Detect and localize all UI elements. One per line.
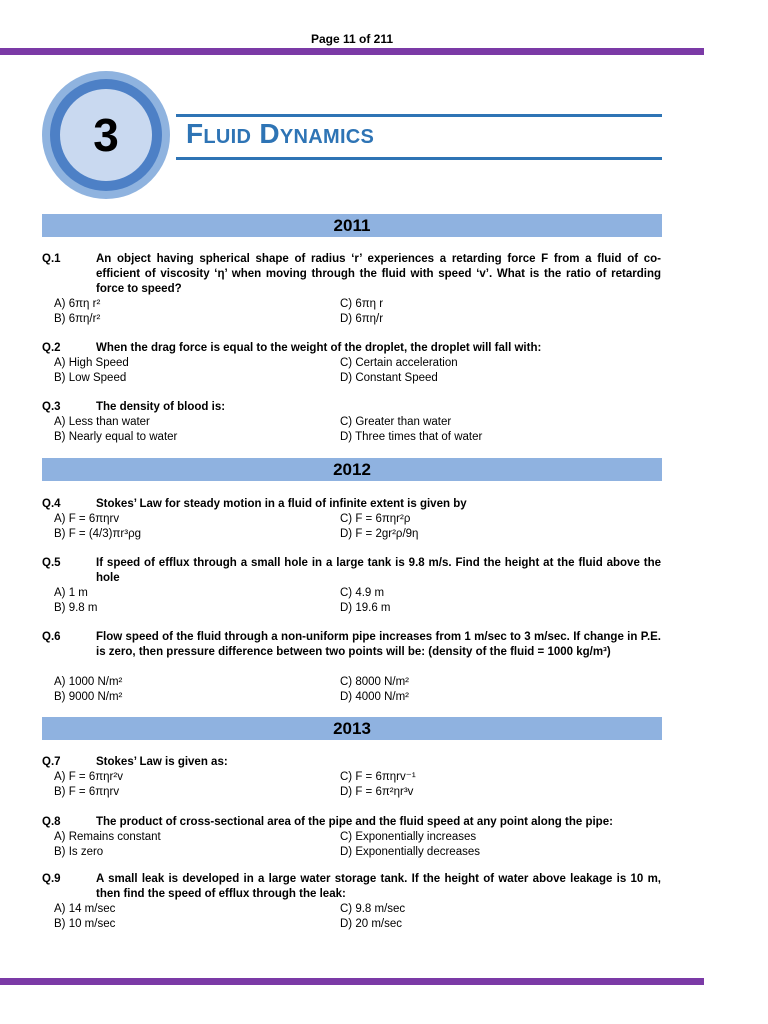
question-number: Q.2 (42, 342, 61, 354)
option-d: D) F = 6π²ηr³v (340, 786, 414, 798)
page-number: Page 11 of 211 (310, 32, 394, 46)
option-b: B) 10 m/sec (54, 918, 116, 930)
option-c: C) 9.8 m/sec (340, 903, 406, 915)
year-header-2012: 2012 (42, 458, 662, 481)
top-divider (0, 48, 704, 55)
option-c: C) 4.9 m (340, 587, 385, 599)
year-header-2011: 2011 (42, 214, 662, 237)
question-number: Q.5 (42, 557, 61, 569)
option-a: A) High Speed (54, 357, 129, 369)
question-number: Q.6 (42, 631, 61, 643)
option-b: B) F = (4/3)πr³ρg (54, 528, 142, 540)
question-text: A small leak is developed in a large water storage tank. If the height of water above leakage is 10 m, then find the speed of efflux through the leak: (96, 873, 661, 900)
option-c: C) F = 6πηr²ρ (340, 513, 411, 525)
option-a: A) 1 m (54, 587, 88, 599)
option-d: D) Three times that of water (340, 431, 483, 443)
question-text: The product of cross-sectional area of the pipe and the fluid speed at any point along the pipe: (96, 816, 613, 828)
question-text: Stokes’ Law for steady motion in a fluid of infinite extent is given by (96, 498, 467, 510)
question-number: Q.9 (42, 873, 61, 885)
option-a: A) Remains constant (54, 831, 161, 843)
chapter-number: 3 (60, 89, 152, 181)
option-a: A) 14 m/sec (54, 903, 116, 915)
option-b: B) Low Speed (54, 372, 127, 384)
option-c: C) 6πη r (340, 298, 384, 310)
option-c: C) 8000 N/m² (340, 676, 410, 688)
chapter-rule-top (176, 114, 662, 117)
option-b: B) Nearly equal to water (54, 431, 178, 443)
question-text: The density of blood is: (96, 401, 226, 413)
option-a: A) F = 6πηrv (54, 513, 120, 525)
option-c: C) Greater than water (340, 416, 452, 428)
bottom-divider (0, 978, 704, 985)
question-number: Q.1 (42, 253, 61, 265)
question-text: An object having spherical shape of radius ‘r’ experiences a retarding force F from a fluid of co-efficient of viscosity ‘η’ when moving through the fluid with speed ‘v’. What is the ratio of retarding force to speed? (96, 253, 661, 295)
question-number: Q.8 (42, 816, 61, 828)
question-number: Q.7 (42, 756, 61, 768)
option-a: A) 1000 N/m² (54, 676, 123, 688)
option-c: C) F = 6πηrv⁻¹ (340, 771, 416, 783)
option-b: B) F = 6πηrv (54, 786, 120, 798)
question-text: Stokes’ Law is given as: (96, 756, 228, 768)
option-a: A) F = 6πηr²v (54, 771, 123, 783)
option-b: B) 6πη/r² (54, 313, 101, 325)
option-d: D) Exponentially decreases (340, 846, 480, 858)
option-a: A) 6πη r² (54, 298, 101, 310)
option-a: A) Less than water (54, 416, 150, 428)
question-number: Q.4 (42, 498, 61, 510)
option-c: C) Certain acceleration (340, 357, 458, 369)
question-text: Flow speed of the fluid through a non-uniform pipe increases from 1 m/sec to 3 m/sec. If change in P.E. is zero, then pressure difference between two points will be: (density of the fluid = 1000 kg/m³) (96, 631, 661, 658)
option-b: B) Is zero (54, 846, 104, 858)
option-d: D) 20 m/sec (340, 918, 402, 930)
question-number: Q.3 (42, 401, 61, 413)
option-d: D) 19.6 m (340, 602, 391, 614)
option-d: D) 6πη/r (340, 313, 384, 325)
chapter-rule-bottom (176, 157, 662, 160)
option-b: B) 9000 N/m² (54, 691, 123, 703)
option-b: B) 9.8 m (54, 602, 98, 614)
option-d: D) F = 2gr²ρ/9η (340, 528, 419, 540)
chapter-title: Fluid Dynamics (186, 118, 375, 149)
option-c: C) Exponentially increases (340, 831, 477, 843)
year-header-2013: 2013 (42, 717, 662, 740)
option-d: D) 4000 N/m² (340, 691, 410, 703)
question-text: If speed of efflux through a small hole in a large tank is 9.8 m/s. Find the height at the fluid above the hole (96, 557, 661, 584)
question-text: When the drag force is equal to the weight of the droplet, the droplet will fall with: (96, 342, 542, 354)
option-d: D) Constant Speed (340, 372, 438, 384)
